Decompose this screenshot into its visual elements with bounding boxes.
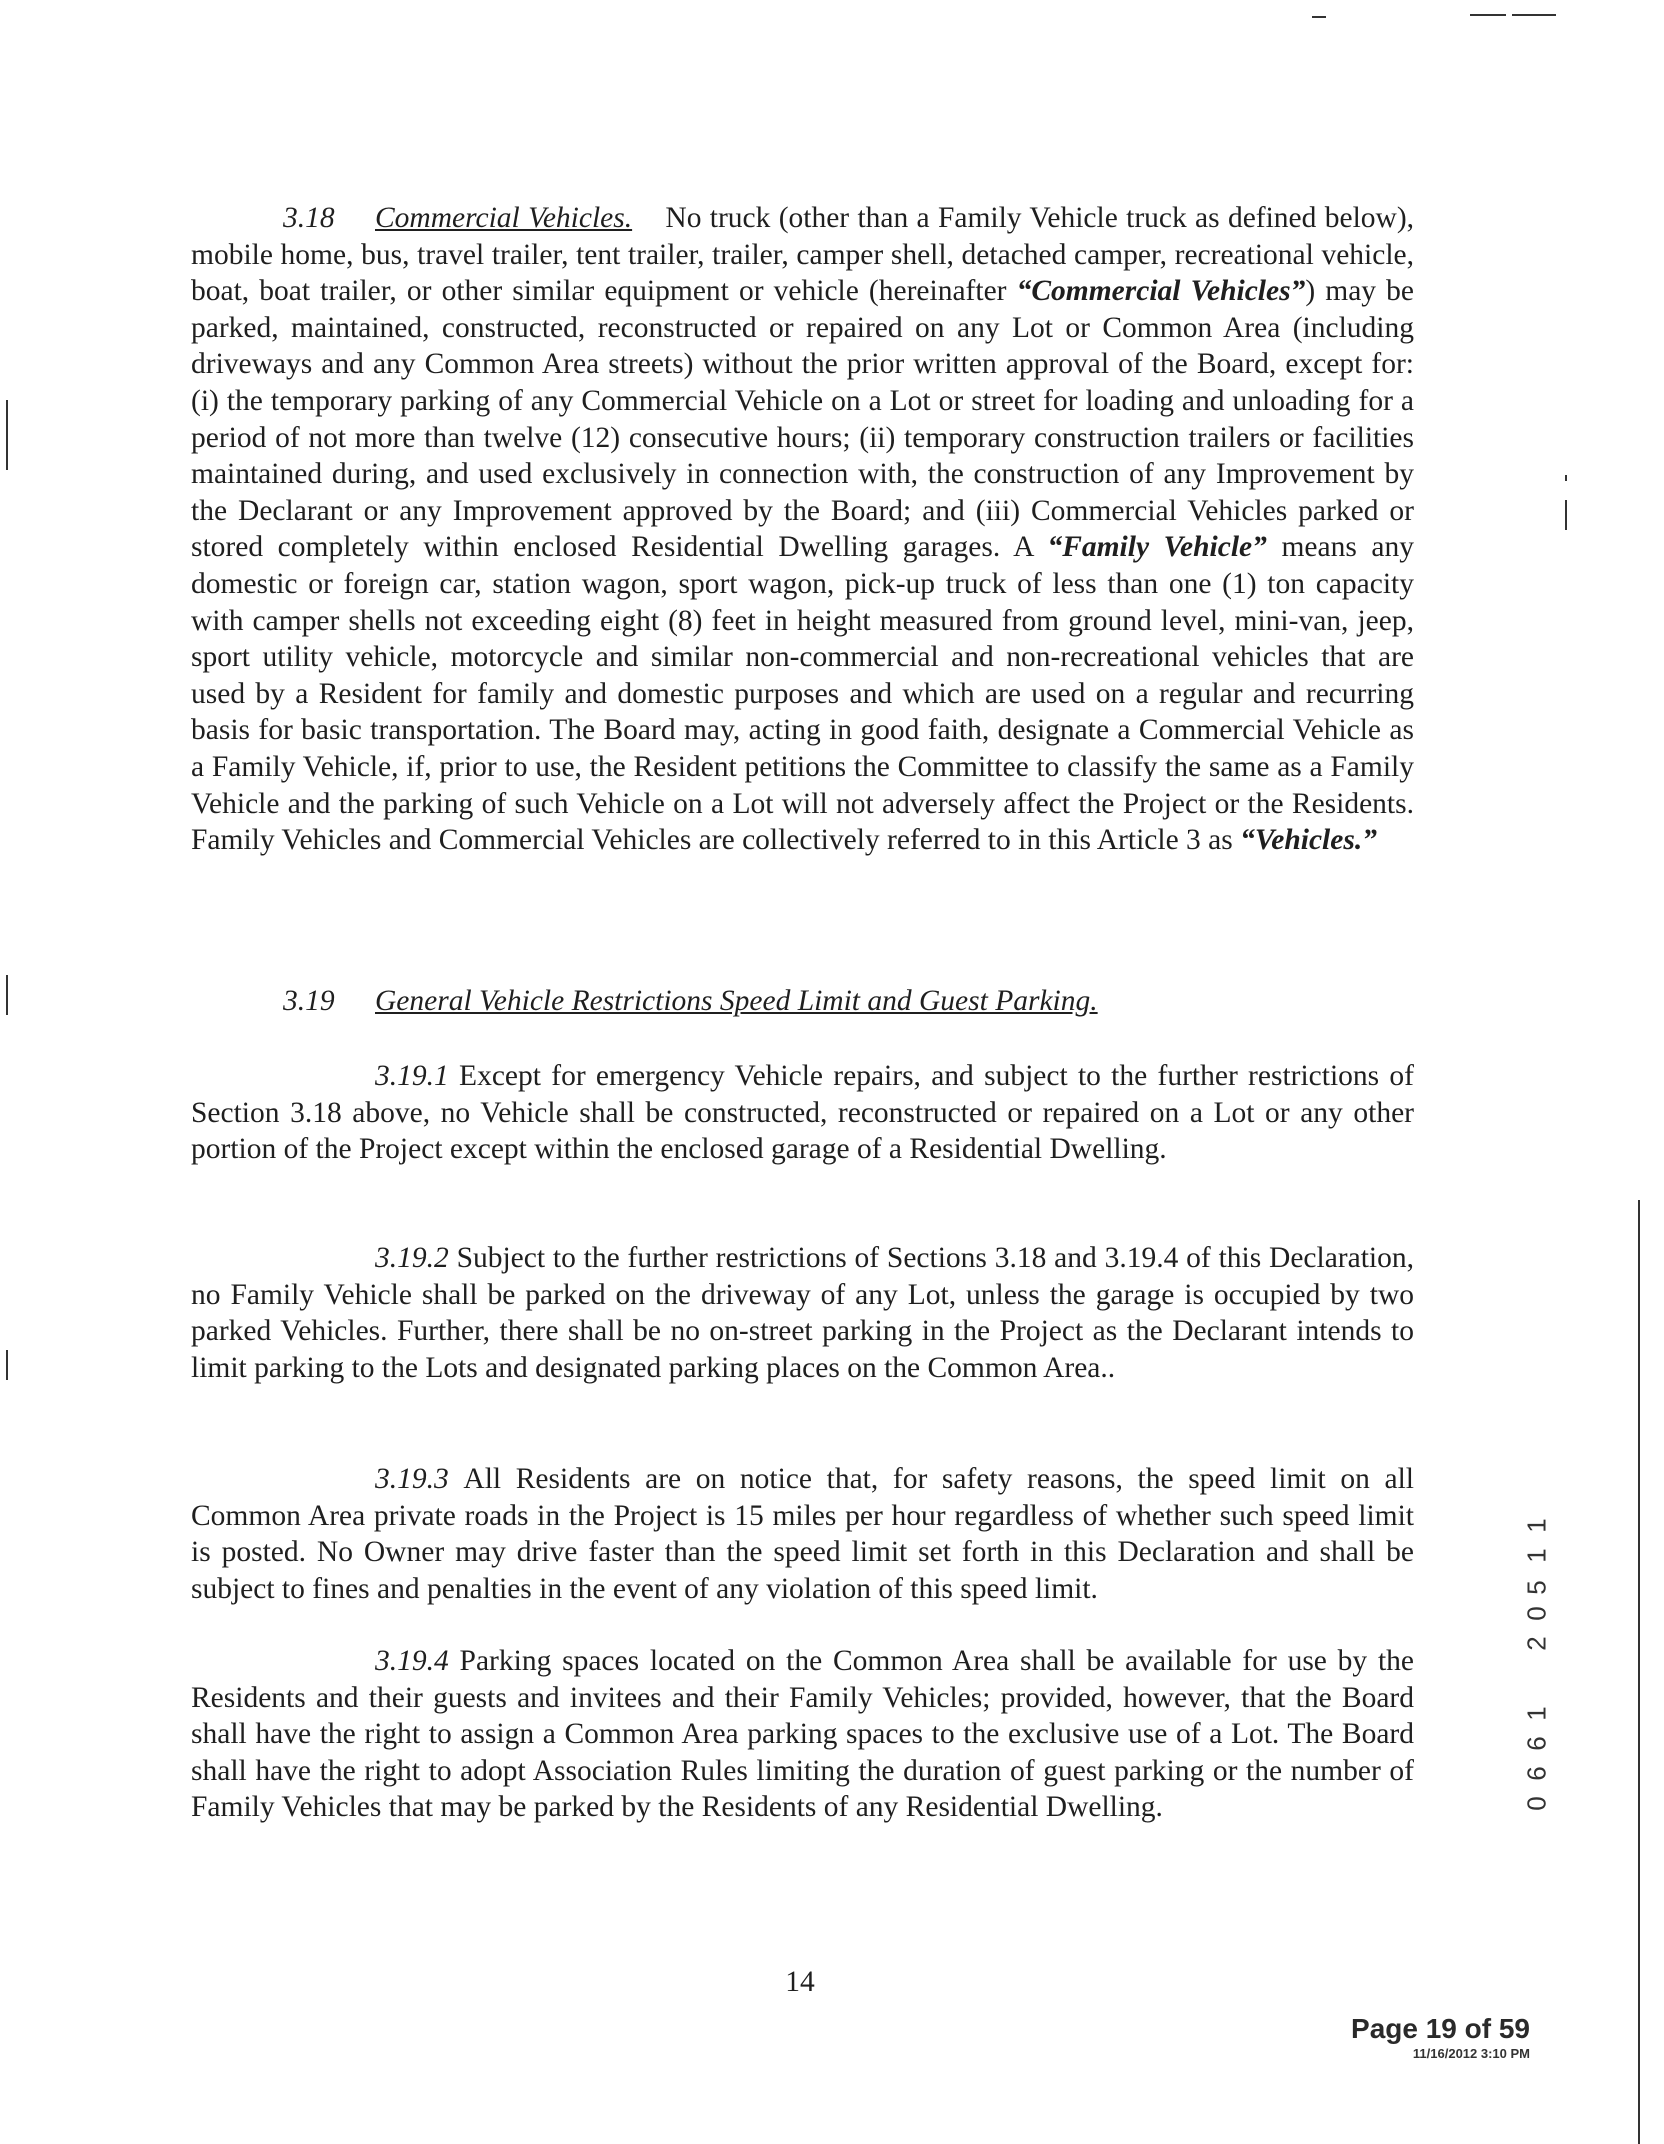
subsection-number: 3.19.1 [375,1060,449,1092]
scan-mark [1512,14,1556,16]
stamp-glyph: 6 [1521,1736,1552,1751]
page-number: 14 [785,1966,815,1998]
recording-timestamp: 11/16/2012 3:10 PM [1412,2046,1530,2061]
stamp-glyph: 5 [1521,1580,1552,1595]
defined-term: “Vehicles.” [1240,824,1377,857]
subsection-number: 3.19.4 [375,1645,449,1677]
scan-mark [1565,500,1567,530]
subsection-number: 3.19.3 [375,1463,449,1495]
section-text: means any domestic or foreign car, station wagon, sport wagon, pick-up truck of less than one (1) ton capacity with camper shells not exceeding eight (8) feet in height measured from ground level, mini-van, jeep, sport utility vehicle, motorcycle and similar non-commercial and non-recreational vehicles that are used by a Resident for family and domestic purposes and which are used on a regular and recurring basis for basic transportation. The Board may, acting in good faith, designate a Commercial Vehicle as a Family Vehicle, if, prior to use, the Resident petitions the Committee to classify the same as a Family Vehicle and the parking of such Vehicle on a Lot will not adversely affect the Project or the Residents. Family Vehicles and Commercial Vehicles are collectively referred to in this Article 3 as [191,531,1414,857]
stamp-glyph: 6 [1521,1766,1552,1781]
defined-term: “Family Vehicle” [1047,531,1267,564]
margin-recording-stamp [1521,1510,1554,1830]
subsection-number: 3.19.2 [375,1242,449,1274]
stamp-glyph: 0 [1521,1606,1552,1621]
section-number: 3.18 [283,202,335,234]
section-number: 3.19 [283,985,335,1017]
scan-mark [6,400,8,470]
subsection-text: Subject to the further restrictions of Sections 3.18 and 3.19.4 of this Declaration, no Family Vehicle shall be parked on the driveway of any Lot, unless the garage is occupied by two parked Vehicles. Further, there shall be no on-street parking in the Project as the Declarant intends to limit parking to the Lots and designated parking places on the Common Area.. [191,1242,1414,1384]
section-3-19-2 [191,1240,1414,1386]
defined-term: “Commercial Vehicles” [1016,275,1306,308]
stamp-glyph: 2 [1521,1636,1552,1651]
stamp-glyph: 1 [1521,1548,1552,1563]
subsection-text: Parking spaces located on the Common Area shall be available for use by the Residents and their guests and invitees and their Family Vehicles; provided, however, that the Board shall have the right to assign a Common Area parking spaces to the exclusive use of a Lot. The Board shall have the right to adopt Association Rules limiting the duration of guest parking or the number of Family Vehicles that may be parked by the Residents of any Residential Dwelling. [191,1645,1415,1824]
section-title: Commercial Vehicles. [375,202,633,234]
section-3-19-4 [191,1643,1414,1826]
scan-mark [1470,14,1506,16]
section-3-19-3 [191,1461,1414,1607]
stamp-glyph: 1 [1521,1518,1552,1533]
subsection-text: Except for emergency Vehicle repairs, and subject to the further restrictions of Section 3.18 above, no Vehicle shall be constructed, reconstructed or repaired on a Lot or any other portion of the Project except within the enclosed garage of a Residential Dwelling. [191,1060,1414,1166]
stamp-glyph: 0 [1521,1796,1552,1811]
section-text: No truck (other than a Family Vehicle truck as defined below), mobile home, bus, travel trailer, tent trailer, trailer, camper shell, detached camper, recreational vehicle, boat, boat trailer, or other similar equipment or vehicle (hereinafter [191,202,1415,308]
section-text: ) may be parked, maintained, constructed, reconstructed or repaired on any Lot or Common Area (including driveways and any Common Area streets) without the prior written approval of the Board, except for: (i) the temporary parking of any Commercial Vehicle on a Lot or street for loading and unloading for a period of not more than twelve (12) consecutive hours; (ii) temporary construction trailers or facilities maintained during, and used exclusively in connection with, the construction of any Improvement by the Declarant or any Improvement approved by the Board; and (iii) Commercial Vehicles parked or stored completely within enclosed Residential Dwelling garages. A [191,275,1414,564]
stamp-glyph: 1 [1521,1706,1552,1721]
section-3-19-1 [191,1058,1414,1168]
scan-edge [1638,1200,1640,2144]
scan-mark [1312,16,1326,18]
scan-mark [6,975,8,1015]
page-of-stamp: Page 19 of 59 [1351,2013,1530,2044]
subsection-text: All Residents are on notice that, for safety reasons, the speed limit on all Common Area private roads in the Project is 15 miles per hour regardless of whether such speed limit is posted. No Owner may drive faster than the speed limit set forth in this Declaration and shall be subject to fines and penalties in the event of any violation of this speed limit. [191,1463,1415,1605]
scan-mark [6,1350,8,1380]
section-title: General Vehicle Restrictions Speed Limit and Guest Parking. [375,985,1098,1017]
scan-mark [1565,475,1567,481]
section-3-19 [191,983,1414,1020]
section-3-18 [191,200,1414,859]
